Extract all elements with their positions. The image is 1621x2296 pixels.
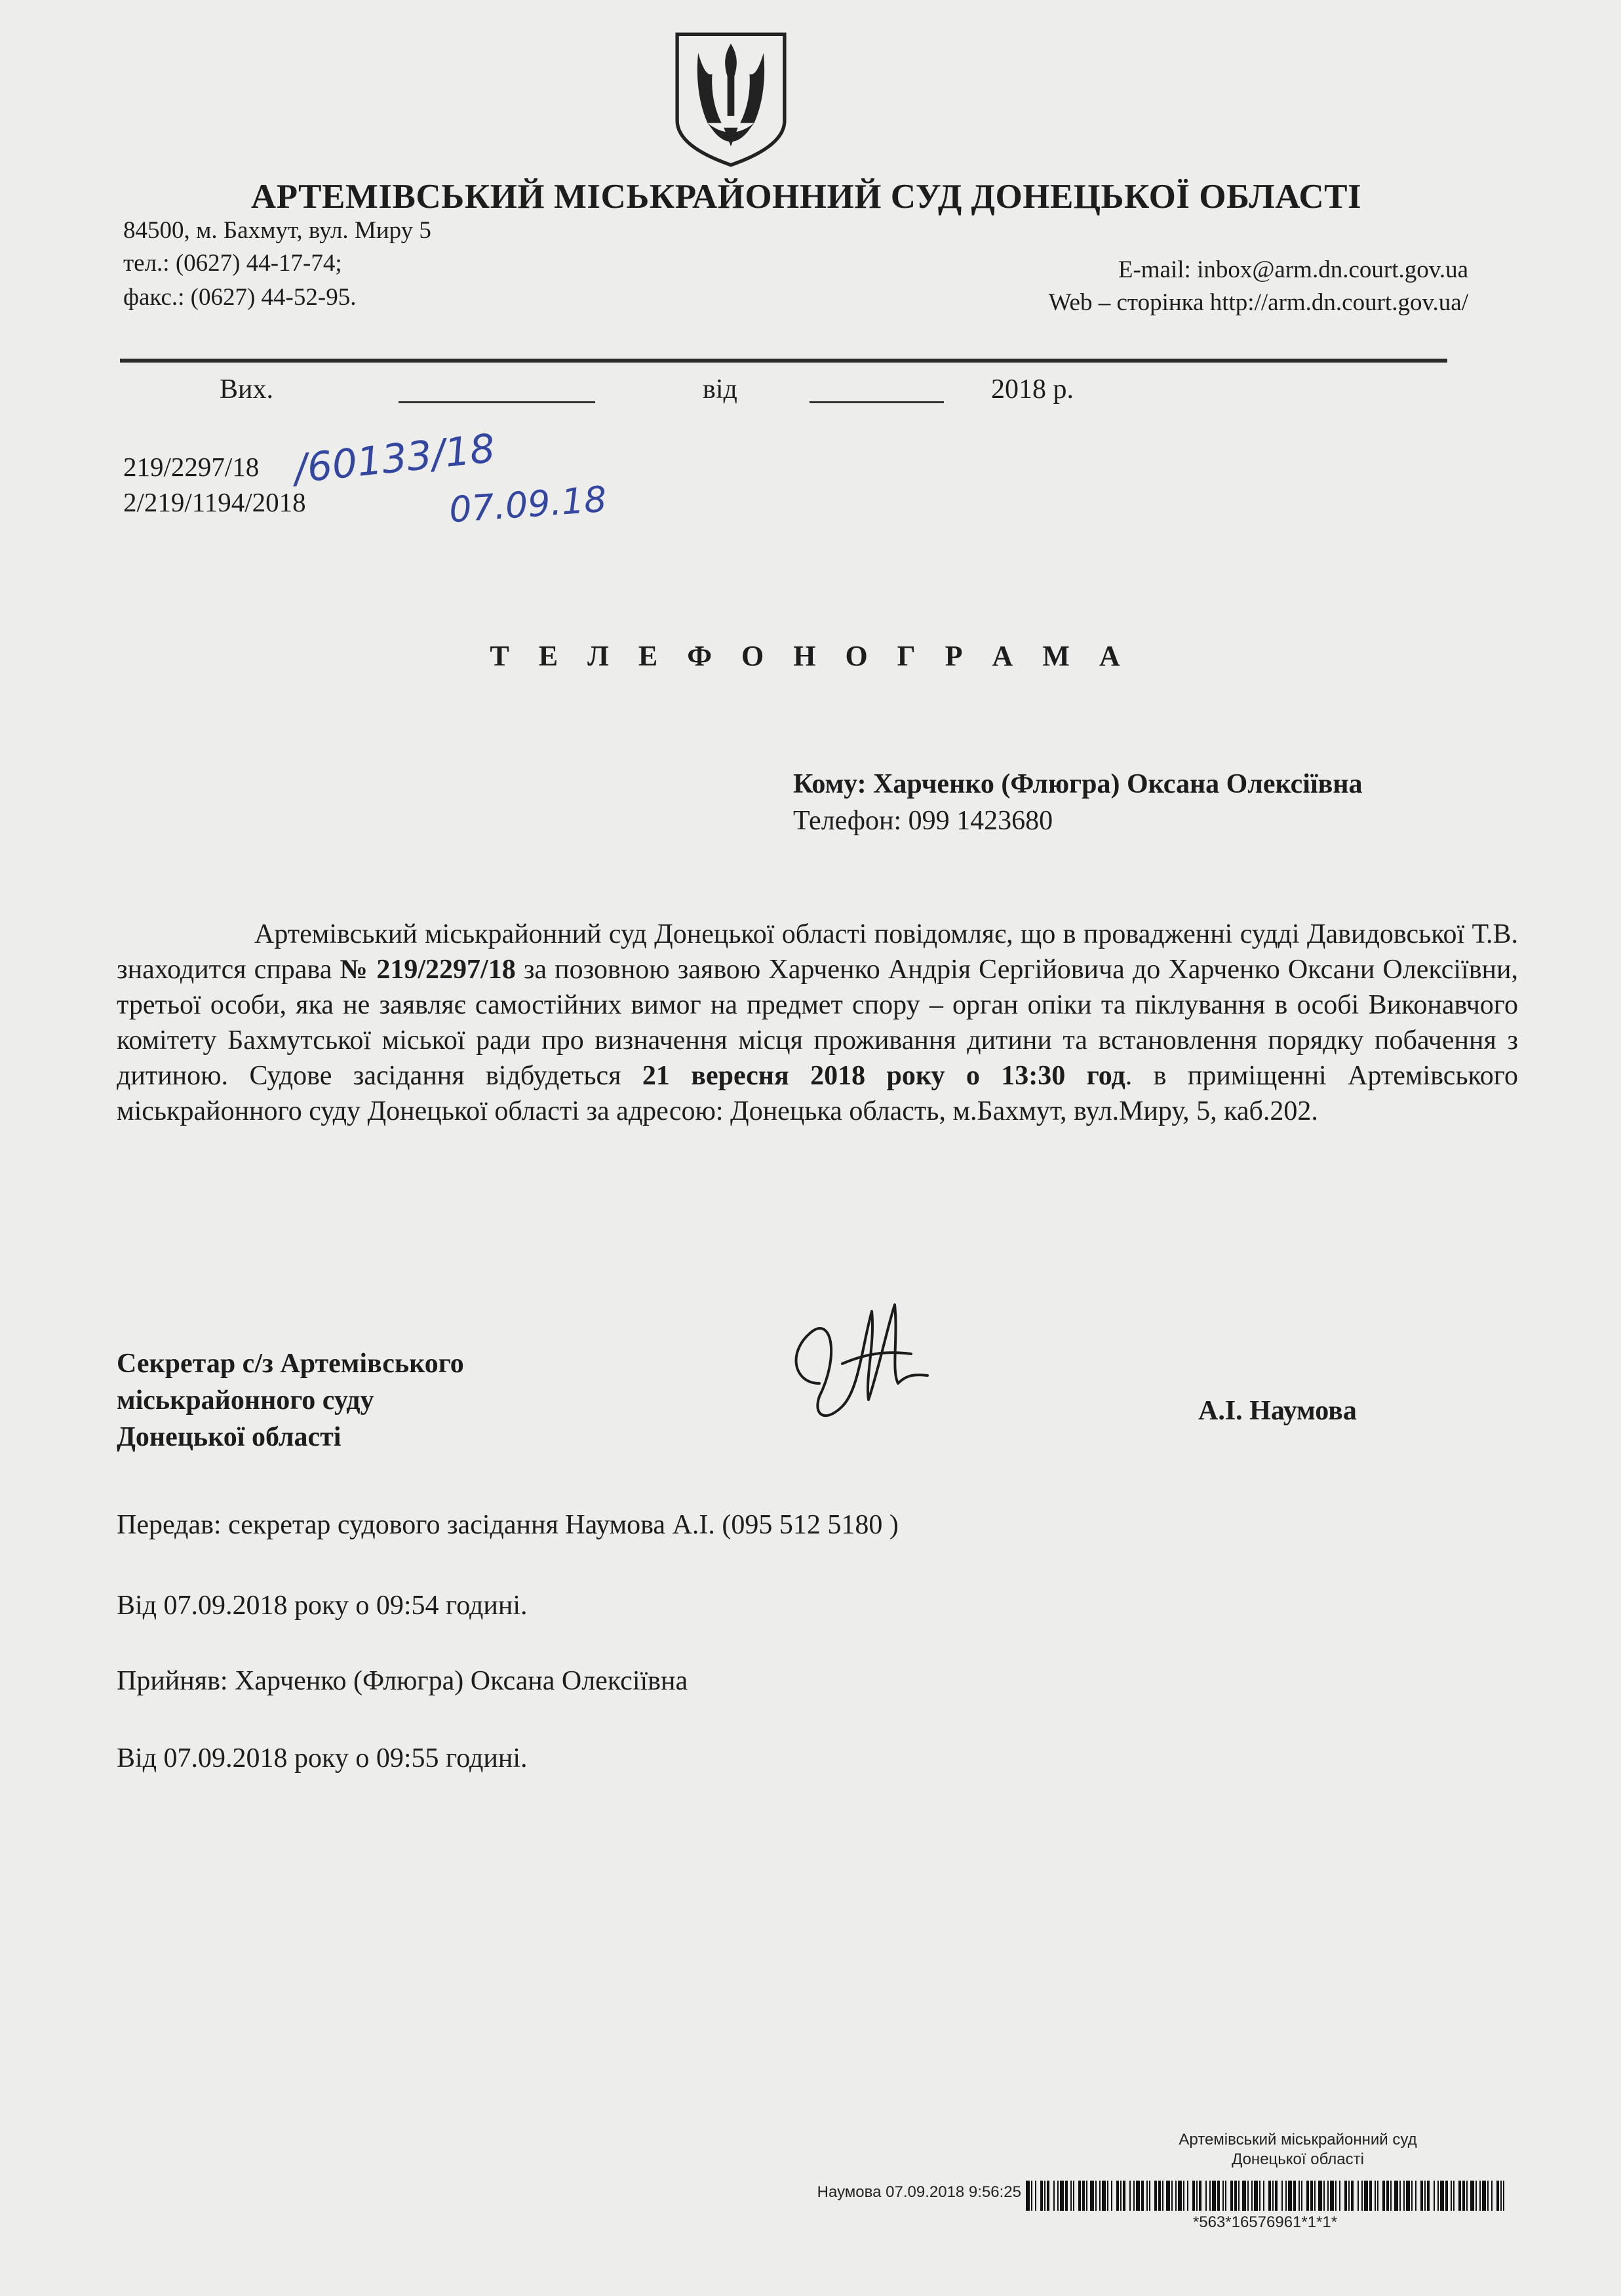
notice-text-part1: Артемівський міськрайонний суд Донецької області повідомляє, що в провадженні судді Давидовської Т.В. знаходится справа — [117, 919, 1518, 985]
received-at: Від 07.09.2018 року о 09:55 годині. — [117, 1743, 528, 1773]
received-by: Прийняв: Харченко (Флюгра) Оксана Олексіївна — [117, 1666, 688, 1696]
sent-by: Передав: секретар судового засідання Наумова А.І. (095 512 5180 ) — [117, 1510, 899, 1540]
court-fax: факс.: (0627) 44-52-95. — [123, 284, 357, 311]
trident-coat-of-arms-icon — [673, 30, 789, 170]
outgoing-from-label: від — [703, 374, 737, 405]
recipient-phone: Телефон: 099 1423680 — [793, 806, 1053, 836]
signatory-title-line3: Донецької області — [117, 1422, 342, 1452]
handwritten-signature-icon — [780, 1285, 950, 1442]
registry-user-timestamp: Наумова 07.09.2018 9:56:25 — [817, 2183, 1021, 2201]
handwritten-registration-date: 07.09.18 — [448, 478, 608, 531]
recipient-name: Кому: Харченко (Флюгра) Оксана Олексіївна — [793, 769, 1363, 799]
document-title: Т Е Л Е Ф О Н О Г Р А М А — [490, 640, 1131, 672]
outgoing-date-blank — [810, 379, 944, 403]
court-name: АРТЕМІВСЬКИЙ МІСЬКРАЙОННИЙ СУД ДОНЕЦЬКОЇ ОБЛАСТІ — [250, 178, 1362, 216]
proceeding-number: 2/219/1194/2018 — [123, 487, 306, 517]
outgoing-number-blank — [399, 379, 595, 403]
outgoing-label: Вих. — [220, 374, 273, 405]
signatory-title-line2: міськрайонного суду — [117, 1385, 374, 1415]
registry-stamp-line2: Донецької області — [1232, 2150, 1364, 2168]
court-email: E-mail: inbox@arm.dn.court.gov.ua — [1118, 256, 1468, 283]
notice-text-part3: . в приміщенні Артемівського міськрайонного суду Донецької області за адресою: Донецька область, м.Бахмут, вул.Миру, 5, каб.202. — [117, 1061, 1518, 1126]
handwritten-registration-number: /60133/18 — [292, 426, 498, 492]
registry-barcode — [1026, 2181, 1504, 2211]
signatory-title — [117, 1345, 464, 1455]
header-divider — [120, 359, 1447, 363]
court-address: 84500, м. Бахмут, вул. Миру 5 — [123, 217, 431, 244]
outgoing-year: 2018 р. — [991, 374, 1074, 405]
signatory-name: А.І. Наумова — [1198, 1396, 1357, 1426]
barcode-number: *563*16576961*1*1* — [1192, 2213, 1338, 2231]
registry-stamp-line1: Артемівський міськрайонний суд — [1179, 2131, 1417, 2148]
court-website: Web – сторінка http://arm.dn.court.gov.ua/ — [1048, 289, 1468, 316]
signatory-title-line1: Секретар с/з Артемівського — [117, 1349, 464, 1379]
case-number: 219/2297/18 — [123, 452, 260, 482]
notice-text-part2: за позовною заявою Харченко Андрія Сергійовича до Харченко Оксани Олексіївни, третьої особи, яка не заявляє самостійних вимог на предмет спору – орган опіки та піклування в особі Виконавчого комітету Бахмутської міської ради про визначення місця проживання дитини та встановлення порядку побачення з дитиною. Судове засідання відбудеться — [117, 955, 1519, 1091]
case-number-bold: № 219/2297/18 — [340, 955, 516, 985]
court-phone: тел.: (0627) 44-17-74; — [123, 250, 342, 277]
notice-body — [117, 917, 1518, 1129]
hearing-datetime-bold: 21 вересня 2018 року о 13:30 год — [642, 1061, 1125, 1091]
sent-at: Від 07.09.2018 року о 09:54 годині. — [117, 1591, 528, 1621]
